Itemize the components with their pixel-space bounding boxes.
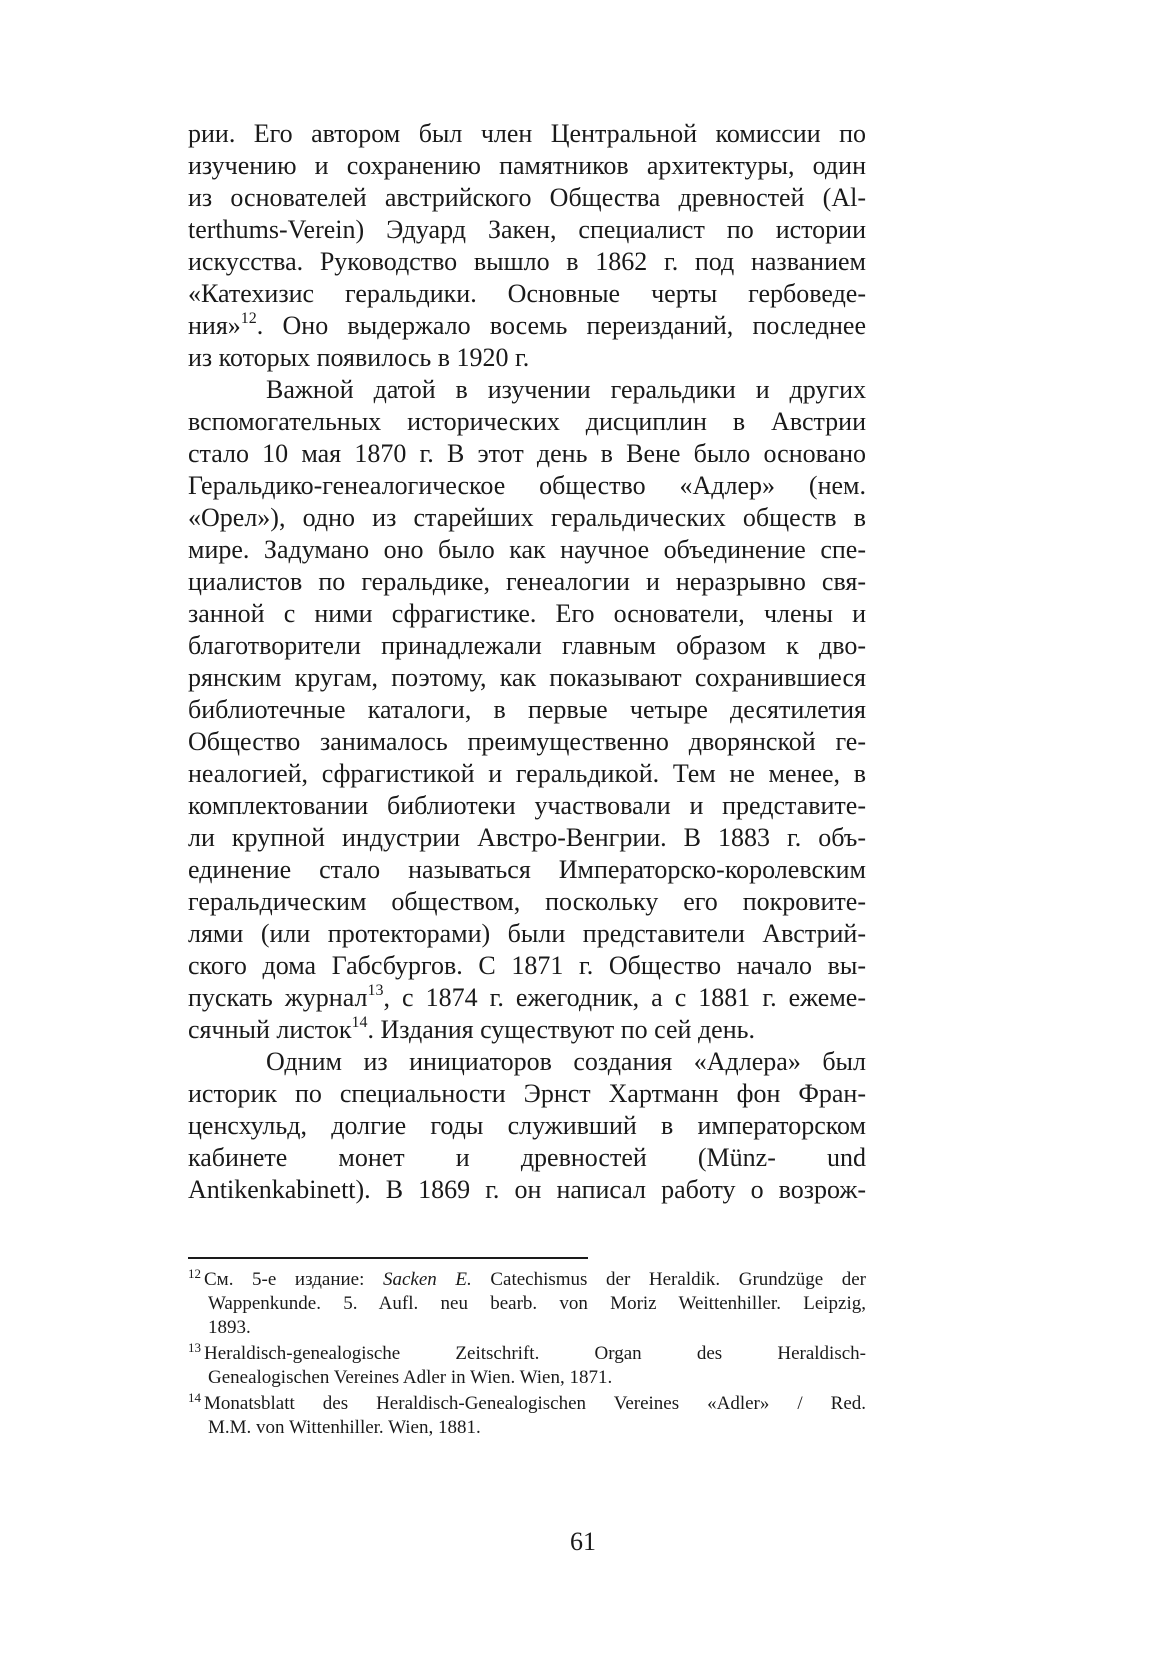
text-line: геральдическим обществом, поскольку его покровите- <box>188 887 866 916</box>
text-fragment: . Издания существуют по сей день. <box>367 1015 755 1044</box>
footnote-12 <box>188 1268 866 1340</box>
text-line <box>188 310 866 342</box>
text-line: искусства. Руководство вышло в 1862 г. под названием <box>188 247 866 276</box>
text-fragment: , с 1874 г. ежегодник, а с 1881 г. ежеме- <box>383 983 866 1012</box>
footnote-14 <box>188 1392 866 1440</box>
text-line: стало 10 мая 1870 г. В этот день в Вене было основано <box>188 439 866 468</box>
text-fragment: Catechismus der Heraldik. Grundzüge der <box>471 1269 866 1290</box>
text-fragment: сячный листок <box>188 1015 352 1044</box>
text-line: благотворители принадлежали главным образом к дво- <box>188 631 866 660</box>
text-line: Важной датой в изучении геральдики и других <box>266 375 866 404</box>
footnote-number: 14 <box>188 1390 201 1405</box>
text-line: мире. Задумано оно было как научное объединение спе- <box>188 535 866 564</box>
text-line: Antikenkabinett). В 1869 г. он написал работу о возрож- <box>188 1175 866 1204</box>
paragraph-1 <box>188 118 866 374</box>
paragraph-2 <box>188 374 866 1046</box>
text-line: из основателей австрийского Общества древностей (Al- <box>188 183 866 212</box>
text-fragment: ния» <box>188 311 241 340</box>
footnote-line <box>188 1392 866 1416</box>
text-line: историк по специальности Эрнст Хартманн фон Фран- <box>188 1079 866 1108</box>
text-fragment: . Оно выдержало восемь переизданий, последнее <box>256 311 866 340</box>
text-fragment: пускать журнал <box>188 983 368 1012</box>
text-fragment: Heraldisch-genealogische Zeitschrift. Organ des Heraldisch- <box>204 1343 866 1364</box>
text-line: неалогией, сфрагистикой и геральдикой. Тем не менее, в <box>188 759 866 788</box>
footnote-13 <box>188 1342 866 1390</box>
text-line: ценсхульд, долгие годы служивший в императорском <box>188 1111 866 1140</box>
text-line: terthums-Verein) Эдуард Закен, специалист по истории <box>188 215 866 244</box>
text-line: изучению и сохранению памятников архитектуры, один <box>188 151 866 180</box>
text-line: библиотечные каталоги, в первые четыре десятилетия <box>188 695 866 724</box>
text-line: ского дома Габсбургов. С 1871 г. Общество начало вы- <box>188 951 866 980</box>
footnote-line: Wappenkunde. 5. Aufl. neu bearb. von Moriz Weittenhiller. Leipzig, <box>208 1293 866 1314</box>
text-line: из которых появилось в 1920 г. <box>188 343 530 372</box>
text-line: Одним из инициаторов создания «Адлера» был <box>266 1047 866 1076</box>
text-line: рии. Его автором был член Центральной комиссии по <box>188 119 866 148</box>
text-fragment: См. 5-е издание: <box>204 1269 383 1290</box>
text-line <box>188 982 866 1014</box>
text-line: «Катехизис геральдики. Основные черты гербоведе- <box>188 279 866 308</box>
footnote-line: Genealogischen Vereines Adler in Wien. Wien, 1871. <box>208 1367 613 1388</box>
text-line: лями (или протекторами) были представители Австрий- <box>188 919 866 948</box>
text-line <box>188 1014 866 1046</box>
footnote-number: 12 <box>188 1266 201 1281</box>
footnote-ref-14[interactable]: 14 <box>351 1014 368 1031</box>
footnote-separator <box>188 1257 588 1259</box>
footnote-line <box>188 1268 866 1292</box>
main-text <box>188 118 866 1206</box>
footnotes <box>188 1268 866 1442</box>
text-fragment: Monatsblatt des Heraldisch-Genealogischen Vereines «Adler» / Red. <box>204 1393 866 1414</box>
footnote-author: Sacken E. <box>382 1269 472 1290</box>
text-line: кабинете монет и древностей (Münz- und <box>188 1143 866 1172</box>
text-line: циалистов по геральдике, генеалогии и неразрывно свя- <box>188 567 866 596</box>
text-line: комплектовании библиотеки участвовали и представите- <box>188 791 866 820</box>
text-line: вспомогательных исторических дисциплин в Австрии <box>188 407 866 436</box>
footnote-number: 13 <box>188 1340 201 1355</box>
footnote-line: 1893. <box>208 1317 251 1338</box>
paragraph-3 <box>188 1046 866 1206</box>
text-line: рянским кругам, поэтому, как показывают сохранившиеся <box>188 663 866 692</box>
footnote-ref-12[interactable]: 12 <box>240 310 257 327</box>
text-line: занной с ними сфрагистике. Его основатели, члены и <box>188 599 866 628</box>
text-line: Общество занималось преимущественно дворянской ге- <box>188 727 866 756</box>
text-line: единение стало называться Императорско-королевским <box>188 855 866 884</box>
footnote-line <box>188 1342 866 1366</box>
text-line: ли крупной индустрии Австро-Венгрии. В 1883 г. объ- <box>188 823 866 852</box>
footnote-line: M.M. von Wittenhiller. Wien, 1881. <box>208 1417 481 1438</box>
text-line: Геральдико-генеалогическое общество «Адлер» (нем. <box>188 471 866 500</box>
footnote-ref-13[interactable]: 13 <box>367 982 384 999</box>
text-line: «Орел»), одно из старейших геральдических обществ в <box>188 503 866 532</box>
page-number: 61 <box>570 1527 596 1556</box>
